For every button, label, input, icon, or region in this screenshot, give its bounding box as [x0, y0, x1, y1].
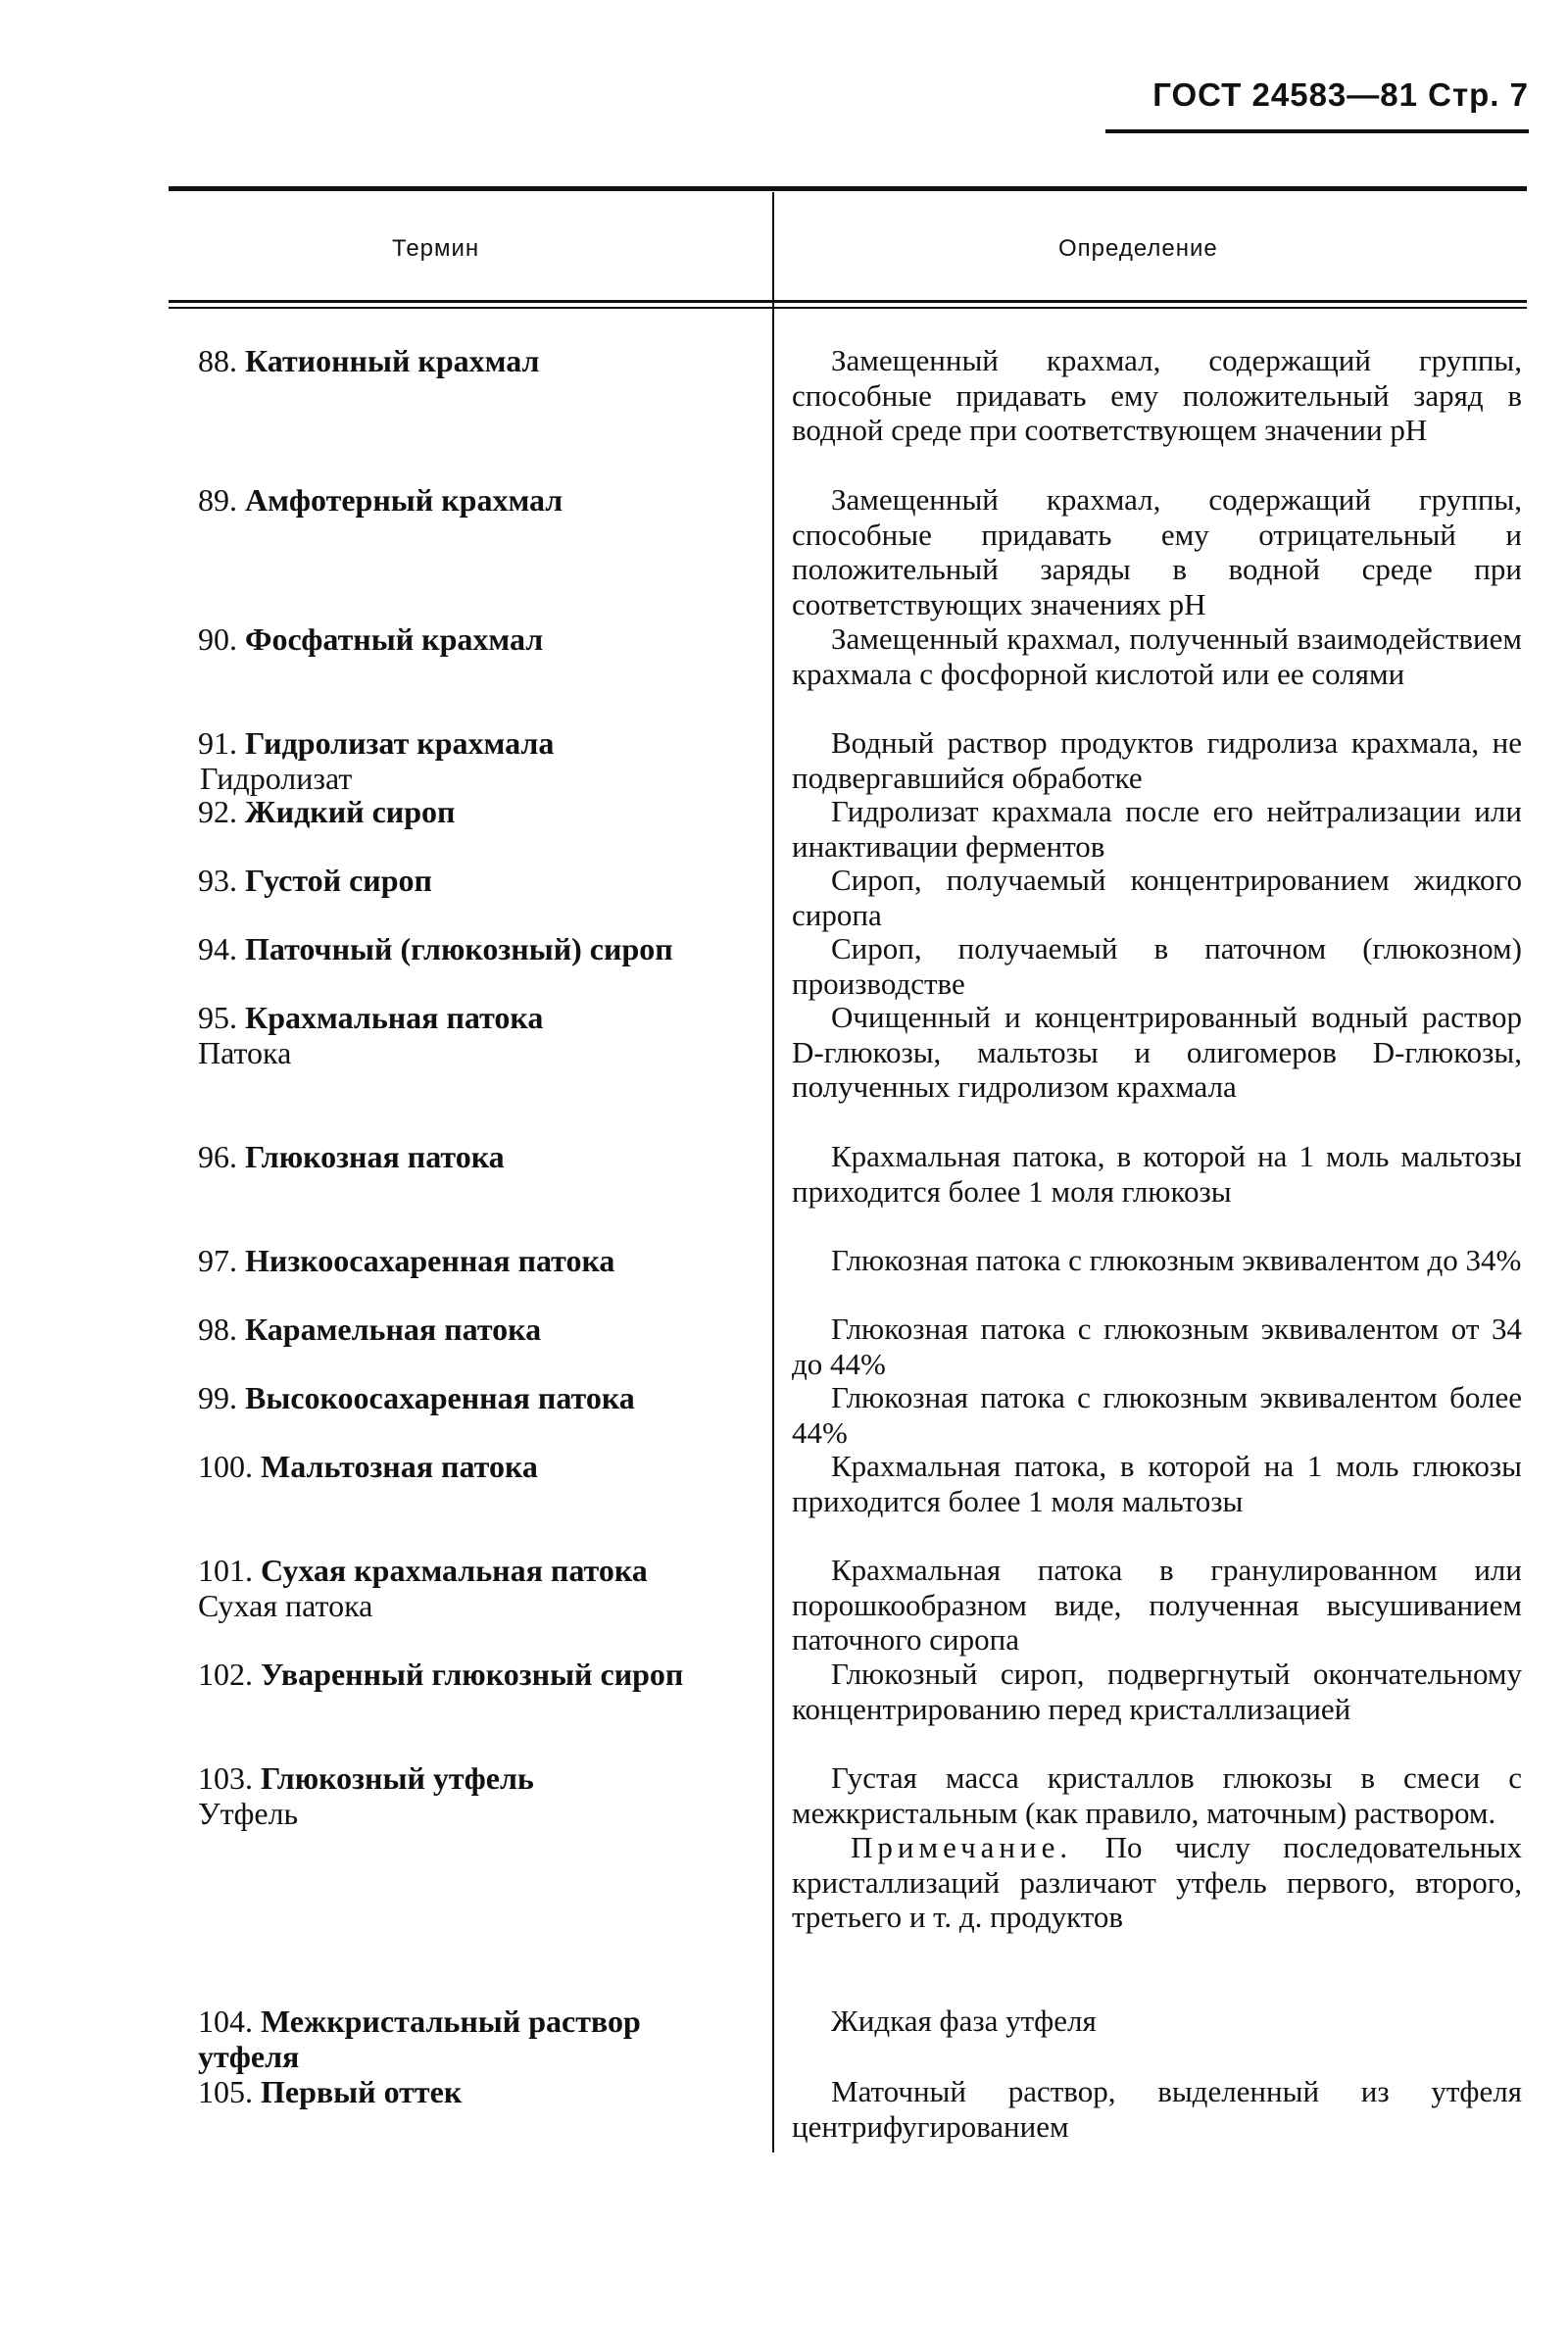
- definition-cell: Густая масса кристаллов глюкозы в смеси с межкристальным (как правило, маточным) раствором. Примечание. По числу последовательных кристаллизаций различают утфель первого, второго, третьего и т. д. продуктов: [792, 1760, 1523, 1934]
- term-cell: 98. Карамельная патока: [198, 1311, 542, 1347]
- definition-cell: Крахмальная патока, в которой на 1 моль мальтозы приходится более 1 моля глюкозы: [792, 1139, 1522, 1209]
- term-cell: 95. Крахмальная патока Патока: [198, 1000, 544, 1070]
- header-bottom-rule-2: [169, 307, 1527, 309]
- term-cell: 94. Паточный (глюкозный) сироп: [198, 931, 673, 966]
- definition-cell: Замещенный крахмал, содержащий группы, способные придавать ему положительный заряд в водной среде при соответствующем значении pH: [792, 343, 1522, 447]
- definition-cell: Сироп, получаемый концентрированием жидкого сиропа: [792, 863, 1522, 932]
- definition-cell: Крахмальная патока в гранулированном или порошкообразном виде, полученная высушиванием паточного сиропа: [792, 1553, 1522, 1657]
- page-header: ГОСТ 24583—81 Стр. 7: [1152, 76, 1529, 113]
- table-top-rule: [169, 186, 1527, 191]
- term-cell: 101. Сухая крахмальная патока Сухая патока: [198, 1553, 648, 1623]
- definition-cell: Жидкая фаза утфеля: [831, 2004, 1097, 2038]
- column-header-term: Термин: [392, 235, 480, 262]
- definition-cell: Сироп, получаемый в паточном (глюкозном) производстве: [792, 931, 1522, 1001]
- term-cell: 97. Низкоосахаренная патока: [198, 1243, 615, 1278]
- note-text: По числу последовательных кристаллизаций различают утфель первого, второго, третьего и т. д. продуктов: [792, 1830, 1523, 1934]
- term-cell: 104. Межкристальный раствор утфеля: [198, 2004, 641, 2074]
- definition-cell: Глюкозная патока с глюкозным эквивалентом от 34 до 44%: [792, 1311, 1522, 1381]
- definition-cell: Замещенный крахмал, полученный взаимодействием крахмала с фосфорной кислотой или ее солями: [792, 621, 1522, 691]
- term-cell: 103. Глюкозный утфель Утфель: [198, 1760, 534, 1831]
- definition-cell: Водный раствор продуктов гидролиза крахмала, не подвергавшийся обработке: [792, 725, 1522, 795]
- term-cell: 93. Густой сироп: [198, 863, 432, 898]
- term-cell: 102. Уваренный глюкозный сироп: [198, 1657, 684, 1692]
- definition-cell: Гидролизат крахмала после его нейтрализации или инактивации ферментов: [792, 794, 1522, 864]
- term-cell: 96. Глюкозная патока: [198, 1139, 505, 1174]
- term-cell: 90. Фосфатный крахмал: [198, 621, 544, 657]
- definition-cell: Маточный раствор, выделенный из утфеля центрифугированием: [792, 2074, 1522, 2144]
- definition-cell: Очищенный и концентрированный водный раствор D-глюкозы, мальтозы и олигомеров D-глюкозы, полученных гидролизом крахмала: [792, 1000, 1522, 1104]
- term-cell: 88. Катионный крахмал: [198, 343, 540, 378]
- header-rule: [1105, 129, 1529, 133]
- column-header-definition: Определение: [1058, 235, 1218, 262]
- definition-cell: Глюкозная патока с глюкозным эквивалентом более 44%: [792, 1380, 1522, 1450]
- note: [792, 1830, 1522, 1934]
- term-cell: 100. Мальтозная патока: [198, 1449, 538, 1484]
- header-bottom-rule: [169, 300, 1527, 303]
- term-cell: 105. Первый оттек: [198, 2074, 463, 2109]
- column-divider: [772, 192, 774, 2153]
- term-cell: 91. Гидролизат крахмала Гидролизат: [198, 725, 555, 796]
- definition-cell: Глюкозный сироп, подвергнутый окончательному концентрированию перед кристаллизацией: [792, 1657, 1522, 1726]
- term-cell: 92. Жидкий сироп: [198, 794, 456, 829]
- definition-cell: Крахмальная патока, в которой на 1 моль глюкозы приходится более 1 моля мальтозы: [792, 1449, 1522, 1518]
- definition-cell: Глюкозная патока с глюкозным эквивалентом до 34%: [831, 1243, 1522, 1277]
- note-label: Примечание.: [851, 1830, 1073, 1864]
- definition-cell: Замещенный крахмал, содержащий группы, способные придавать ему отрицательный и положительный заряды в водной среде при соответствующих значениях pH: [792, 482, 1522, 621]
- term-cell: 99. Высокоосахаренная патока: [198, 1380, 635, 1415]
- term-cell: 89. Амфотерный крахмал: [198, 482, 564, 518]
